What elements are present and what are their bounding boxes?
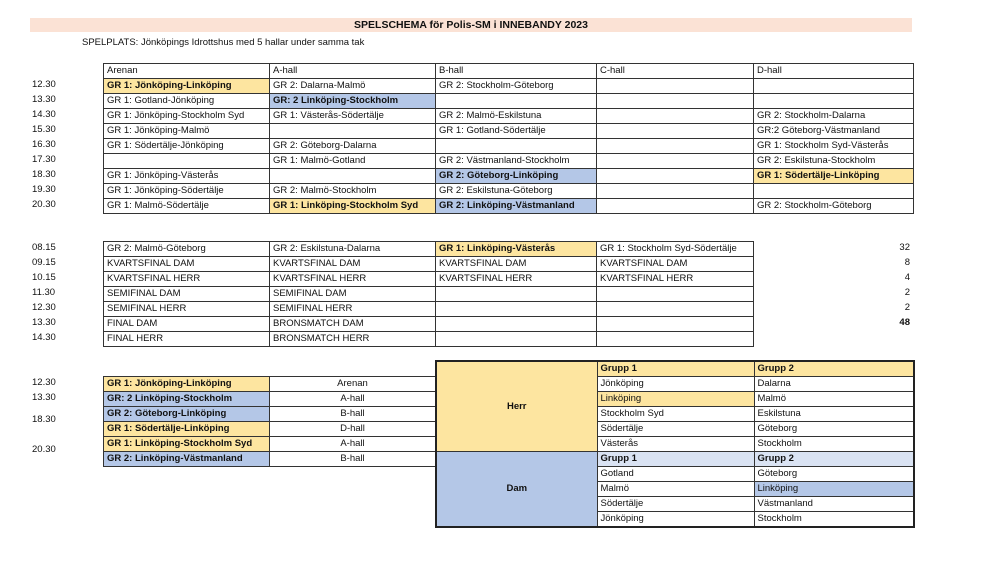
match-cell: KVARTSFINAL DAM <box>104 257 270 272</box>
match-cell: KVARTSFINAL HERR <box>270 272 436 287</box>
herr-label: Herr <box>436 361 597 452</box>
match-cell: GR 1: Södertälje-Linköping <box>104 422 270 437</box>
table-row <box>436 361 914 377</box>
match-cell: GR 2: Malmö-Stockholm <box>270 184 436 199</box>
match-cell: KVARTSFINAL HERR <box>597 272 754 287</box>
table-row <box>104 199 914 214</box>
match-count-total: 48 <box>899 317 910 328</box>
match-cell: SEMIFINAL DAM <box>104 287 270 302</box>
time-label: 13.30 <box>32 317 56 328</box>
match-cell: GR 1: Jönköping-Malmö <box>104 124 270 139</box>
team-cell: Jönköping <box>597 377 754 392</box>
time-label: 12.30 <box>32 79 56 90</box>
table-row <box>104 437 436 452</box>
team-cell: Eskilstuna <box>754 407 914 422</box>
match-cell: GR:2 Göteborg-Västmanland <box>754 124 914 139</box>
table-row <box>104 124 914 139</box>
match-cell: GR 2: Stockholm-Göteborg <box>436 79 597 94</box>
match-cell <box>597 184 754 199</box>
match-cell <box>436 139 597 154</box>
match-cell: GR 2: Göteborg-Linköping <box>104 407 270 422</box>
day1-schedule-table <box>103 63 914 214</box>
table-row <box>104 79 914 94</box>
table-row <box>104 154 914 169</box>
groups-table <box>435 360 915 528</box>
match-cell <box>597 94 754 109</box>
match-cell: GR 2: Linköping-Västmanland <box>436 199 597 214</box>
match-cell <box>104 154 270 169</box>
match-cell: FINAL HERR <box>104 332 270 347</box>
table-row <box>104 332 754 347</box>
time-label: 18.30 <box>32 169 56 180</box>
match-cell <box>597 124 754 139</box>
match-cell: GR 2: Västmanland-Stockholm <box>436 154 597 169</box>
time-label: 10.15 <box>32 272 56 283</box>
time-label: 09.15 <box>32 257 56 268</box>
match-cell <box>597 199 754 214</box>
match-cell <box>436 332 597 347</box>
match-cell <box>597 79 754 94</box>
match-cell: GR 1: Linköping-Västerås <box>436 242 597 257</box>
match-cell: GR 1: Jönköping-Linköping <box>104 377 270 392</box>
table-row <box>104 422 436 437</box>
linkoping-schedule-table <box>103 376 436 467</box>
time-label: 16.30 <box>32 139 56 150</box>
match-count: 4 <box>904 272 910 283</box>
hall-cell: B-hall <box>270 407 436 422</box>
table-row <box>104 392 436 407</box>
match-cell: GR 2: Malmö-Göteborg <box>104 242 270 257</box>
table-row <box>104 272 754 287</box>
table-row <box>104 302 754 317</box>
match-cell: SEMIFINAL HERR <box>104 302 270 317</box>
hall-cell: Arenan <box>270 377 436 392</box>
time-label: 13.30 <box>32 94 56 105</box>
time-label: 17.30 <box>32 154 56 165</box>
table-row <box>104 109 914 124</box>
team-cell: Linköping <box>754 482 914 497</box>
team-cell: Malmö <box>754 392 914 407</box>
match-cell: KVARTSFINAL HERR <box>104 272 270 287</box>
group-header: Grupp 1 <box>597 361 754 377</box>
match-cell: GR 1: Stockholm Syd-Södertälje <box>597 242 754 257</box>
team-cell: Stockholm <box>754 512 914 528</box>
header-a-hall: A-hall <box>270 64 436 79</box>
team-cell: Göteborg <box>754 467 914 482</box>
match-cell <box>754 184 914 199</box>
match-cell <box>270 124 436 139</box>
match-cell: GR 2: Eskilstuna-Göteborg <box>436 184 597 199</box>
match-cell: GR 2: Göteborg-Dalarna <box>270 139 436 154</box>
header-arenan: Arenan <box>104 64 270 79</box>
match-cell: KVARTSFINAL DAM <box>597 257 754 272</box>
group-header: Grupp 2 <box>754 361 914 377</box>
match-cell: GR 1: Södertälje-Jönköping <box>104 139 270 154</box>
time-label: 08.15 <box>32 242 56 253</box>
dam-label: Dam <box>436 452 597 528</box>
team-cell: Stockholm Syd <box>597 407 754 422</box>
match-count: 32 <box>899 242 910 253</box>
match-cell <box>597 287 754 302</box>
match-cell: BRONSMATCH HERR <box>270 332 436 347</box>
match-cell: GR 2: Göteborg-Linköping <box>436 169 597 184</box>
match-cell <box>597 317 754 332</box>
table-row <box>104 377 436 392</box>
table-header-row <box>104 64 914 79</box>
hall-cell: A-hall <box>270 392 436 407</box>
header-d-hall: D-hall <box>754 64 914 79</box>
time-label: 14.30 <box>32 109 56 120</box>
match-cell: GR 1: Gotland-Södertälje <box>436 124 597 139</box>
time-label: 18.30 <box>32 414 56 425</box>
match-count: 2 <box>904 287 910 298</box>
time-label: 14.30 <box>32 332 56 343</box>
hall-cell: A-hall <box>270 437 436 452</box>
table-row <box>104 242 754 257</box>
header-c-hall: C-hall <box>597 64 754 79</box>
time-label: 20.30 <box>32 444 56 455</box>
match-cell <box>270 169 436 184</box>
match-cell <box>597 109 754 124</box>
match-cell: GR 1: Södertälje-Linköping <box>754 169 914 184</box>
table-row <box>104 407 436 422</box>
venue-text: SPELPLATS: Jönköpings Idrottshus med 5 hallar under samma tak <box>82 37 365 48</box>
match-cell: GR 1: Malmö-Södertälje <box>104 199 270 214</box>
team-cell: Linköping <box>597 392 754 407</box>
match-cell: BRONSMATCH DAM <box>270 317 436 332</box>
team-cell: Göteborg <box>754 422 914 437</box>
match-cell: GR 1: Malmö-Gotland <box>270 154 436 169</box>
match-cell: GR: 2 Linköping-Stockholm <box>104 392 270 407</box>
hall-cell: B-hall <box>270 452 436 467</box>
table-row <box>104 94 914 109</box>
time-label: 12.30 <box>32 302 56 313</box>
time-label: 12.30 <box>32 377 56 388</box>
time-label: 19.30 <box>32 184 56 195</box>
time-label: 20.30 <box>32 199 56 210</box>
match-cell <box>436 287 597 302</box>
page-title: SPELSCHEMA för Polis-SM i INNEBANDY 2023 <box>30 18 912 32</box>
match-cell <box>597 139 754 154</box>
header-b-hall: B-hall <box>436 64 597 79</box>
match-cell: FINAL DAM <box>104 317 270 332</box>
match-cell: GR 2: Eskilstuna-Dalarna <box>270 242 436 257</box>
match-cell: GR 2: Dalarna-Malmö <box>270 79 436 94</box>
team-cell: Västmanland <box>754 497 914 512</box>
match-cell: GR 1: Gotland-Jönköping <box>104 94 270 109</box>
match-cell: GR: 2 Linköping-Stockholm <box>270 94 436 109</box>
team-cell: Södertälje <box>597 422 754 437</box>
match-cell: GR 1: Linköping-Stockholm Syd <box>270 199 436 214</box>
match-cell: GR 1: Linköping-Stockholm Syd <box>104 437 270 452</box>
table-row <box>104 139 914 154</box>
match-cell: GR 1: Jönköping-Södertälje <box>104 184 270 199</box>
table-row <box>104 184 914 199</box>
match-cell <box>597 169 754 184</box>
table-row <box>104 452 436 467</box>
match-count: 2 <box>904 302 910 313</box>
match-cell <box>597 154 754 169</box>
table-row <box>104 257 754 272</box>
team-cell: Dalarna <box>754 377 914 392</box>
table-row <box>104 287 754 302</box>
match-cell: KVARTSFINAL DAM <box>270 257 436 272</box>
match-cell: GR 1: Västerås-Södertälje <box>270 109 436 124</box>
match-cell: GR 2: Malmö-Eskilstuna <box>436 109 597 124</box>
match-cell <box>597 332 754 347</box>
team-cell: Västerås <box>597 437 754 452</box>
match-cell: GR 1: Jönköping-Linköping <box>104 79 270 94</box>
team-cell: Gotland <box>597 467 754 482</box>
group-header: Grupp 1 <box>597 452 754 467</box>
day2-schedule-table <box>103 241 754 347</box>
team-cell: Jönköping <box>597 512 754 528</box>
match-cell <box>597 302 754 317</box>
match-cell <box>754 94 914 109</box>
match-cell: GR 1: Jönköping-Stockholm Syd <box>104 109 270 124</box>
time-label: 13.30 <box>32 392 56 403</box>
match-count: 8 <box>904 257 910 268</box>
match-cell: GR 2: Eskilstuna-Stockholm <box>754 154 914 169</box>
table-row <box>104 169 914 184</box>
match-cell: GR 1: Stockholm Syd-Västerås <box>754 139 914 154</box>
match-cell: SEMIFINAL DAM <box>270 287 436 302</box>
time-label: 15.30 <box>32 124 56 135</box>
match-cell: GR 2: Stockholm-Dalarna <box>754 109 914 124</box>
team-cell: Malmö <box>597 482 754 497</box>
match-cell <box>436 302 597 317</box>
match-cell: KVARTSFINAL HERR <box>436 272 597 287</box>
match-cell: KVARTSFINAL DAM <box>436 257 597 272</box>
match-cell: GR 1: Jönköping-Västerås <box>104 169 270 184</box>
match-cell: GR 2: Linköping-Västmanland <box>104 452 270 467</box>
match-cell <box>754 79 914 94</box>
match-cell <box>436 317 597 332</box>
hall-cell: D-hall <box>270 422 436 437</box>
group-header: Grupp 2 <box>754 452 914 467</box>
team-cell: Stockholm <box>754 437 914 452</box>
match-cell: GR 2: Stockholm-Göteborg <box>754 199 914 214</box>
match-cell <box>436 94 597 109</box>
match-cell: SEMIFINAL HERR <box>270 302 436 317</box>
table-row <box>436 452 914 467</box>
time-label: 11.30 <box>32 287 56 298</box>
table-row <box>104 317 754 332</box>
team-cell: Södertälje <box>597 497 754 512</box>
